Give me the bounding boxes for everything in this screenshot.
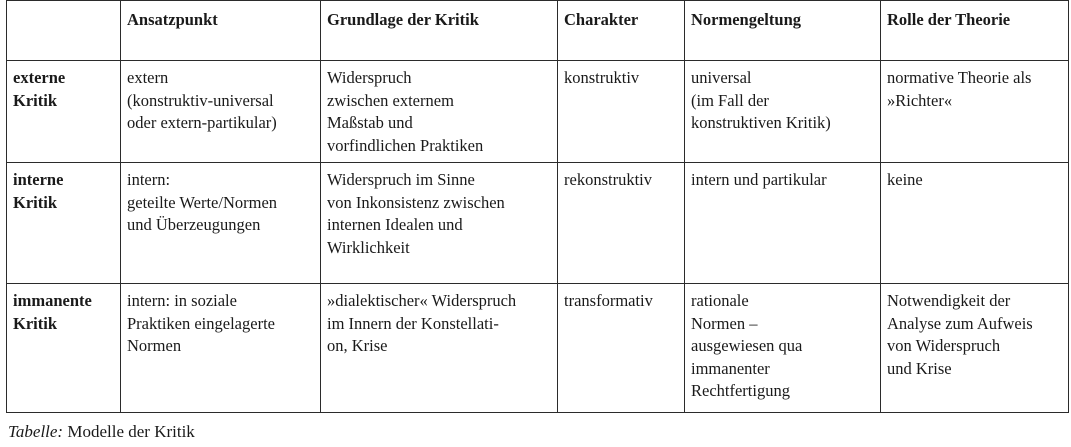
- cell-line: Analyse zum Aufweis: [887, 313, 1033, 333]
- normengeltung-cell: [685, 163, 881, 284]
- cell-line: »dialektischer« Widerspruch: [327, 291, 517, 310]
- cell-line: ausgewiesen qua: [691, 336, 803, 355]
- row-label-line: Kritik: [13, 192, 57, 212]
- cell-line: Wirklichkeit: [327, 237, 410, 257]
- cell-line: im Innern der Konstellati-: [327, 313, 499, 333]
- cell-line: extern: [127, 68, 169, 87]
- cell-line: (im Fall der: [691, 90, 769, 110]
- cell-line: keine: [887, 170, 923, 189]
- cell-line: von Widerspruch: [887, 336, 1001, 355]
- header-grundlage: Grundlage der Kritik: [321, 1, 558, 61]
- cell-line: (konstruktiv-universal: [127, 90, 274, 110]
- header-charakter: Charakter: [558, 1, 685, 61]
- normengeltung-cell: [685, 284, 881, 413]
- cell-line: immanenter: [691, 358, 770, 378]
- grundlage-cell: [321, 163, 558, 284]
- header-normengeltung: Normengeltung: [685, 1, 881, 61]
- charakter-cell: [558, 163, 685, 284]
- ansatzpunkt-cell: [121, 61, 321, 163]
- grundlage-cell: [321, 61, 558, 163]
- cell-line: Widerspruch im Sinne: [327, 170, 475, 189]
- cell-line: Rechtfertigung: [691, 381, 790, 400]
- charakter-cell: [558, 61, 685, 163]
- cell-line: intern:: [127, 170, 171, 189]
- normengeltung-cell: [685, 61, 881, 163]
- header-corner-cell: [7, 1, 121, 61]
- row-label-cell: [7, 284, 121, 413]
- table-row: [7, 163, 1069, 284]
- grundlage-cell: [321, 284, 558, 413]
- cell-line: geteilte Werte/Normen: [127, 192, 278, 212]
- cell-line: Widerspruch: [327, 68, 412, 87]
- cell-line: Normen –: [691, 313, 758, 333]
- ansatzpunkt-cell: [121, 163, 321, 284]
- caption-label: Tabelle:: [8, 422, 64, 441]
- cell-line: intern und partikular: [691, 170, 827, 189]
- table-row: [7, 61, 1069, 163]
- header-ansatzpunkt: Ansatzpunkt: [121, 1, 321, 61]
- cell-line: oder extern-partikular): [127, 113, 277, 132]
- cell-line: intern: in soziale: [127, 291, 237, 310]
- cell-line: Normen: [127, 336, 182, 355]
- charakter-cell: [558, 284, 685, 413]
- cell-line: und Überzeugungen: [127, 215, 261, 234]
- rolle-cell: [881, 284, 1069, 413]
- table-row: [7, 284, 1069, 413]
- cell-line: »Richter«: [887, 90, 953, 110]
- cell-line: transformativ: [564, 291, 653, 310]
- ansatzpunkt-cell: [121, 284, 321, 413]
- cell-line: on, Krise: [327, 336, 388, 355]
- row-label-line: immanente: [13, 291, 92, 310]
- header-rolle: Rolle der Theorie: [881, 1, 1069, 61]
- cell-line: rekonstruktiv: [564, 170, 652, 189]
- kritik-table: [6, 0, 1069, 413]
- row-label-line: Kritik: [13, 313, 57, 333]
- cell-line: normative Theorie als: [887, 68, 1032, 87]
- row-label-cell: [7, 163, 121, 284]
- rolle-cell: [881, 61, 1069, 163]
- row-label-line: externe: [13, 68, 66, 87]
- row-label-line: Kritik: [13, 90, 57, 110]
- caption-text: Modelle der Kritik: [63, 422, 195, 441]
- cell-line: konstruktiven Kritik): [691, 113, 831, 132]
- cell-line: Notwendigkeit der: [887, 291, 1011, 310]
- rolle-cell: [881, 163, 1069, 284]
- cell-line: Praktiken eingelagerte: [127, 313, 275, 333]
- table-caption: [8, 420, 195, 444]
- cell-line: internen Idealen und: [327, 215, 463, 234]
- cell-line: rationale: [691, 291, 749, 310]
- cell-line: konstruktiv: [564, 68, 640, 87]
- cell-line: universal: [691, 68, 752, 87]
- row-label-line: interne: [13, 170, 64, 189]
- cell-line: zwischen externem: [327, 90, 454, 110]
- row-label-cell: [7, 61, 121, 163]
- cell-line: vorfindlichen Praktiken: [327, 135, 484, 155]
- cell-line: Maßstab und: [327, 113, 413, 132]
- cell-line: und Krise: [887, 358, 952, 378]
- table-header-row: [7, 1, 1069, 61]
- cell-line: von Inkonsistenz zwischen: [327, 192, 505, 212]
